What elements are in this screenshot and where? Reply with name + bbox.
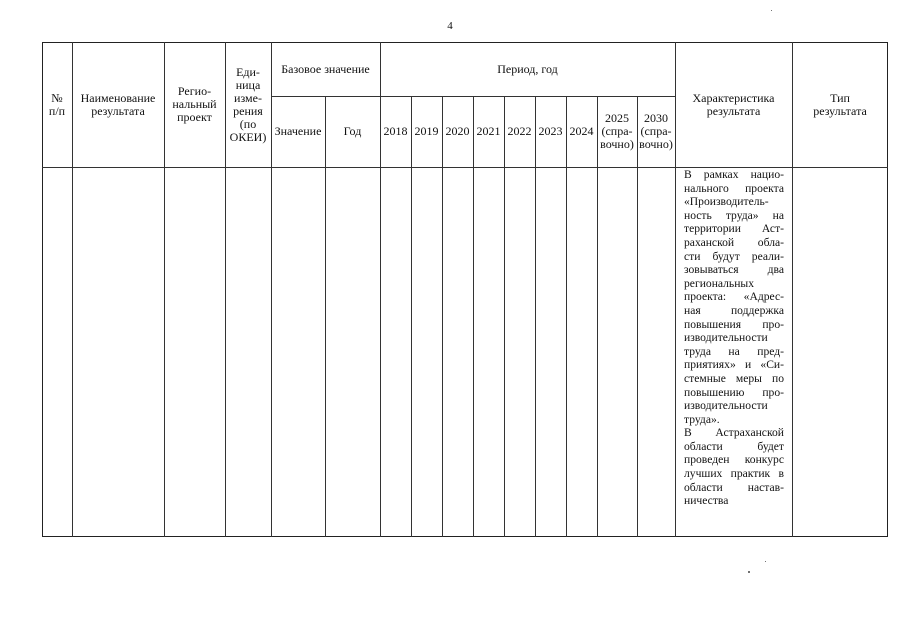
header-year-2020: 2020 — [445, 124, 470, 138]
header-unit: Еди- ница изме- рения (по ОКЕИ) — [229, 64, 267, 144]
scan-speck — [748, 571, 750, 573]
scan-speck — [771, 10, 772, 11]
header-year: Год — [343, 124, 362, 138]
header-year-2024: 2024 — [569, 124, 594, 138]
header-year-2030: 2030 (спра- вочно) — [639, 111, 673, 151]
header-year-2022: 2022 — [507, 124, 532, 138]
header-year-2018: 2018 — [383, 124, 408, 138]
header-base-value: Базовое значение — [281, 61, 370, 76]
header-num: № п/п — [48, 90, 66, 118]
header-year-2021: 2021 — [476, 124, 501, 138]
header-regional-project: Регио- нальный проект — [172, 84, 217, 124]
header-year-2023: 2023 — [538, 124, 563, 138]
scan-speck — [765, 561, 766, 562]
header-year-2019: 2019 — [414, 124, 439, 138]
header-period: Период, год — [497, 61, 558, 76]
header-year-2025: 2025 (спра- вочно) — [600, 111, 634, 151]
header-result-type: Тип результата — [813, 90, 867, 118]
header-value: Значение — [274, 124, 322, 138]
characteristic-text: В рамках нацио- нального проекта «Производитель- ность труда» на территории Аст- раханской обла- сти будут реали- зовываться два региональных проекта: «Адрес- ная поддержка повышения про- изводительности труда на пред- приятиях» и «Си- стемные меры по повышению про- изводительности труда». В Астраханской области будет проведен конкурс лучших практик в области настав- ничества — [684, 168, 784, 508]
page-number: 4 — [447, 20, 453, 32]
header-result-name: Наименование результата — [80, 90, 156, 118]
header-characteristic: Характеристика результата — [692, 90, 775, 118]
